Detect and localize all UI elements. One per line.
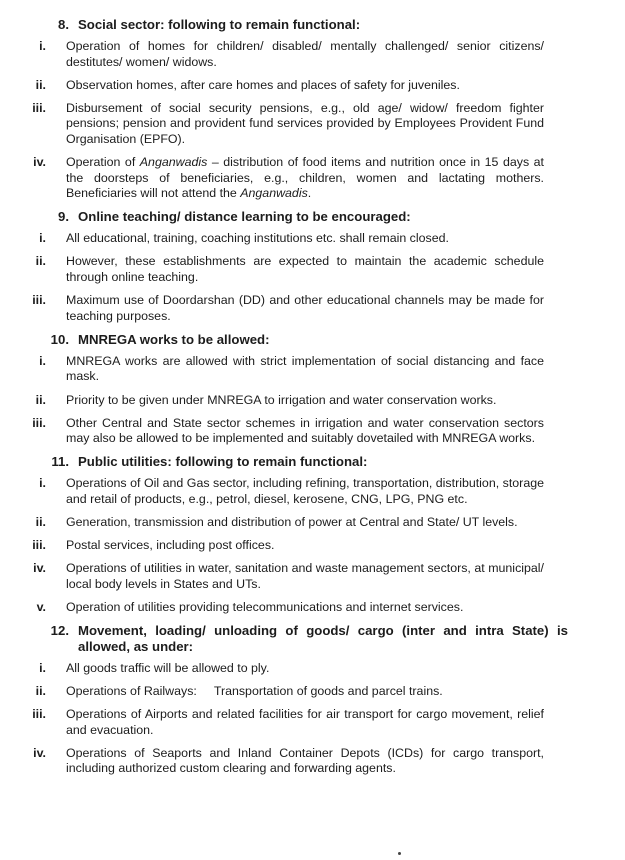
list-item xyxy=(0,254,625,285)
item-number: iv. xyxy=(33,155,46,170)
item-number: ii. xyxy=(35,392,46,407)
item-number: i. xyxy=(39,39,46,53)
item-number: iii. xyxy=(32,293,46,308)
list-item xyxy=(0,476,625,507)
list-item xyxy=(0,293,625,324)
list-item xyxy=(0,393,625,409)
item-number: iv. xyxy=(33,561,46,576)
list-item xyxy=(0,661,625,677)
section-8 xyxy=(0,17,625,202)
section-title: MNREGA works to be allowed: xyxy=(78,331,270,347)
item-text: Observation homes, after care homes and places of safety for juveniles. xyxy=(66,77,460,92)
item-text-part: Operation of xyxy=(66,155,140,170)
section-number: 11. xyxy=(51,454,69,470)
guidelines-list xyxy=(0,17,625,785)
section-9 xyxy=(0,209,625,324)
item-text: All goods traffic will be allowed to ply. xyxy=(66,660,270,675)
item-text: Priority to be given under MNREGA to irrigation and water conservation works. xyxy=(66,392,497,407)
scan-speck xyxy=(398,852,401,855)
list-item xyxy=(0,416,625,447)
section-heading xyxy=(0,454,625,470)
section-10 xyxy=(0,332,625,447)
section-title: Movement, loading/ unloading of goods/ cargo (inter and intra State) is allowed, as under: xyxy=(78,622,568,654)
item-text: MNREGA works are allowed with strict implementation of social distancing and face mask. xyxy=(66,353,544,384)
list-item xyxy=(0,155,625,202)
section-11 xyxy=(0,454,625,615)
section-heading xyxy=(0,623,625,655)
item-number: ii. xyxy=(35,77,46,92)
item-number: i. xyxy=(39,231,46,246)
item-text: Operations of Airports and related facilities for air transport for cargo movement, relief and evacuation. xyxy=(66,707,544,737)
list-item xyxy=(0,101,625,148)
section-title: Social sector: following to remain functional: xyxy=(78,17,361,32)
item-text: Maximum use of Doordarshan (DD) and other educational channels may be made for teaching purposes. xyxy=(66,293,544,323)
list-item xyxy=(0,78,625,94)
section-number: 8. xyxy=(58,17,69,32)
section-heading xyxy=(0,17,625,33)
item-number: iii. xyxy=(32,100,46,115)
section-title: Public utilities: following to remain functional: xyxy=(78,454,368,470)
list-item xyxy=(0,746,625,777)
item-text-italic: Anganwadis xyxy=(139,155,208,170)
list-item xyxy=(0,684,625,700)
item-text: Operations of utilities in water, sanitation and waste management sectors, at municipal/ local body levels in States and UTs. xyxy=(66,561,544,591)
item-text xyxy=(66,155,544,202)
item-text: Generation, transmission and distribution of power at Central and State/ UT levels. xyxy=(66,514,518,529)
item-text: Other Central and State sector schemes in irrigation and water conservation sectors may also be allowed to be implemented and suitably dovetailed with MNREGA works. xyxy=(66,415,544,446)
list-item xyxy=(0,600,625,616)
item-number: iii. xyxy=(32,707,46,722)
item-number: iv. xyxy=(33,745,46,760)
item-text: Operation of utilities providing telecommunications and internet services. xyxy=(66,599,464,614)
item-number: i. xyxy=(39,660,46,675)
item-text: Operations of Railways: Transportation of goods and parcel trains. xyxy=(66,684,443,699)
item-number: ii. xyxy=(35,684,46,699)
section-number: 9. xyxy=(58,209,69,225)
item-text: Operations of Seaports and Inland Container Depots (ICDs) for cargo transport, including authorized custom clearing and forwarding agents. xyxy=(66,745,544,776)
item-text-part: – distribution of food items and nutrition once in 15 days at the doorsteps of beneficiaries, e.g., children, women and lactating mothers. Beneficiaries will not attend the xyxy=(66,155,544,201)
list-item xyxy=(0,39,625,70)
section-heading xyxy=(0,332,625,348)
item-text: Postal services, including post offices. xyxy=(66,538,275,553)
item-text-part: . xyxy=(307,186,312,201)
item-text: All educational, training, coaching institutions etc. shall remain closed. xyxy=(66,231,449,246)
list-item xyxy=(0,354,625,385)
section-title: Online teaching/ distance learning to be encouraged: xyxy=(78,209,411,225)
item-text: Disbursement of social security pensions, e.g., old age/ widow/ freedom fighter pensions; pension and provident fund services provided by Employees Provident Fund Organisation (EPFO). xyxy=(66,100,544,146)
list-item xyxy=(0,231,625,247)
section-number: 10. xyxy=(50,331,69,347)
section-heading xyxy=(0,209,625,225)
item-number: v. xyxy=(36,599,46,614)
section-12 xyxy=(0,623,625,777)
list-item xyxy=(0,707,625,738)
list-item xyxy=(0,515,625,531)
item-text: Operations of Oil and Gas sector, including refining, transportation, distribution, storage and retail of products, e.g., petrol, diesel, kerosene, CNG, LPG, PNG etc. xyxy=(66,476,544,506)
item-number: iii. xyxy=(32,415,46,430)
list-item xyxy=(0,538,625,554)
item-number: iii. xyxy=(32,538,46,553)
item-text: However, these establishments are expected to maintain the academic schedule through online teaching. xyxy=(66,254,544,285)
list-item xyxy=(0,561,625,592)
item-number: i. xyxy=(39,476,46,491)
item-text-italic: Anganwadis xyxy=(240,186,308,201)
item-number: ii. xyxy=(35,514,46,529)
item-text: Operation of homes for children/ disabled/ mentally challenged/ senior citizens/ destitutes/ women/ widows. xyxy=(66,39,544,69)
section-number: 12. xyxy=(50,622,69,638)
item-number: ii. xyxy=(35,254,46,269)
item-number: i. xyxy=(39,353,46,368)
